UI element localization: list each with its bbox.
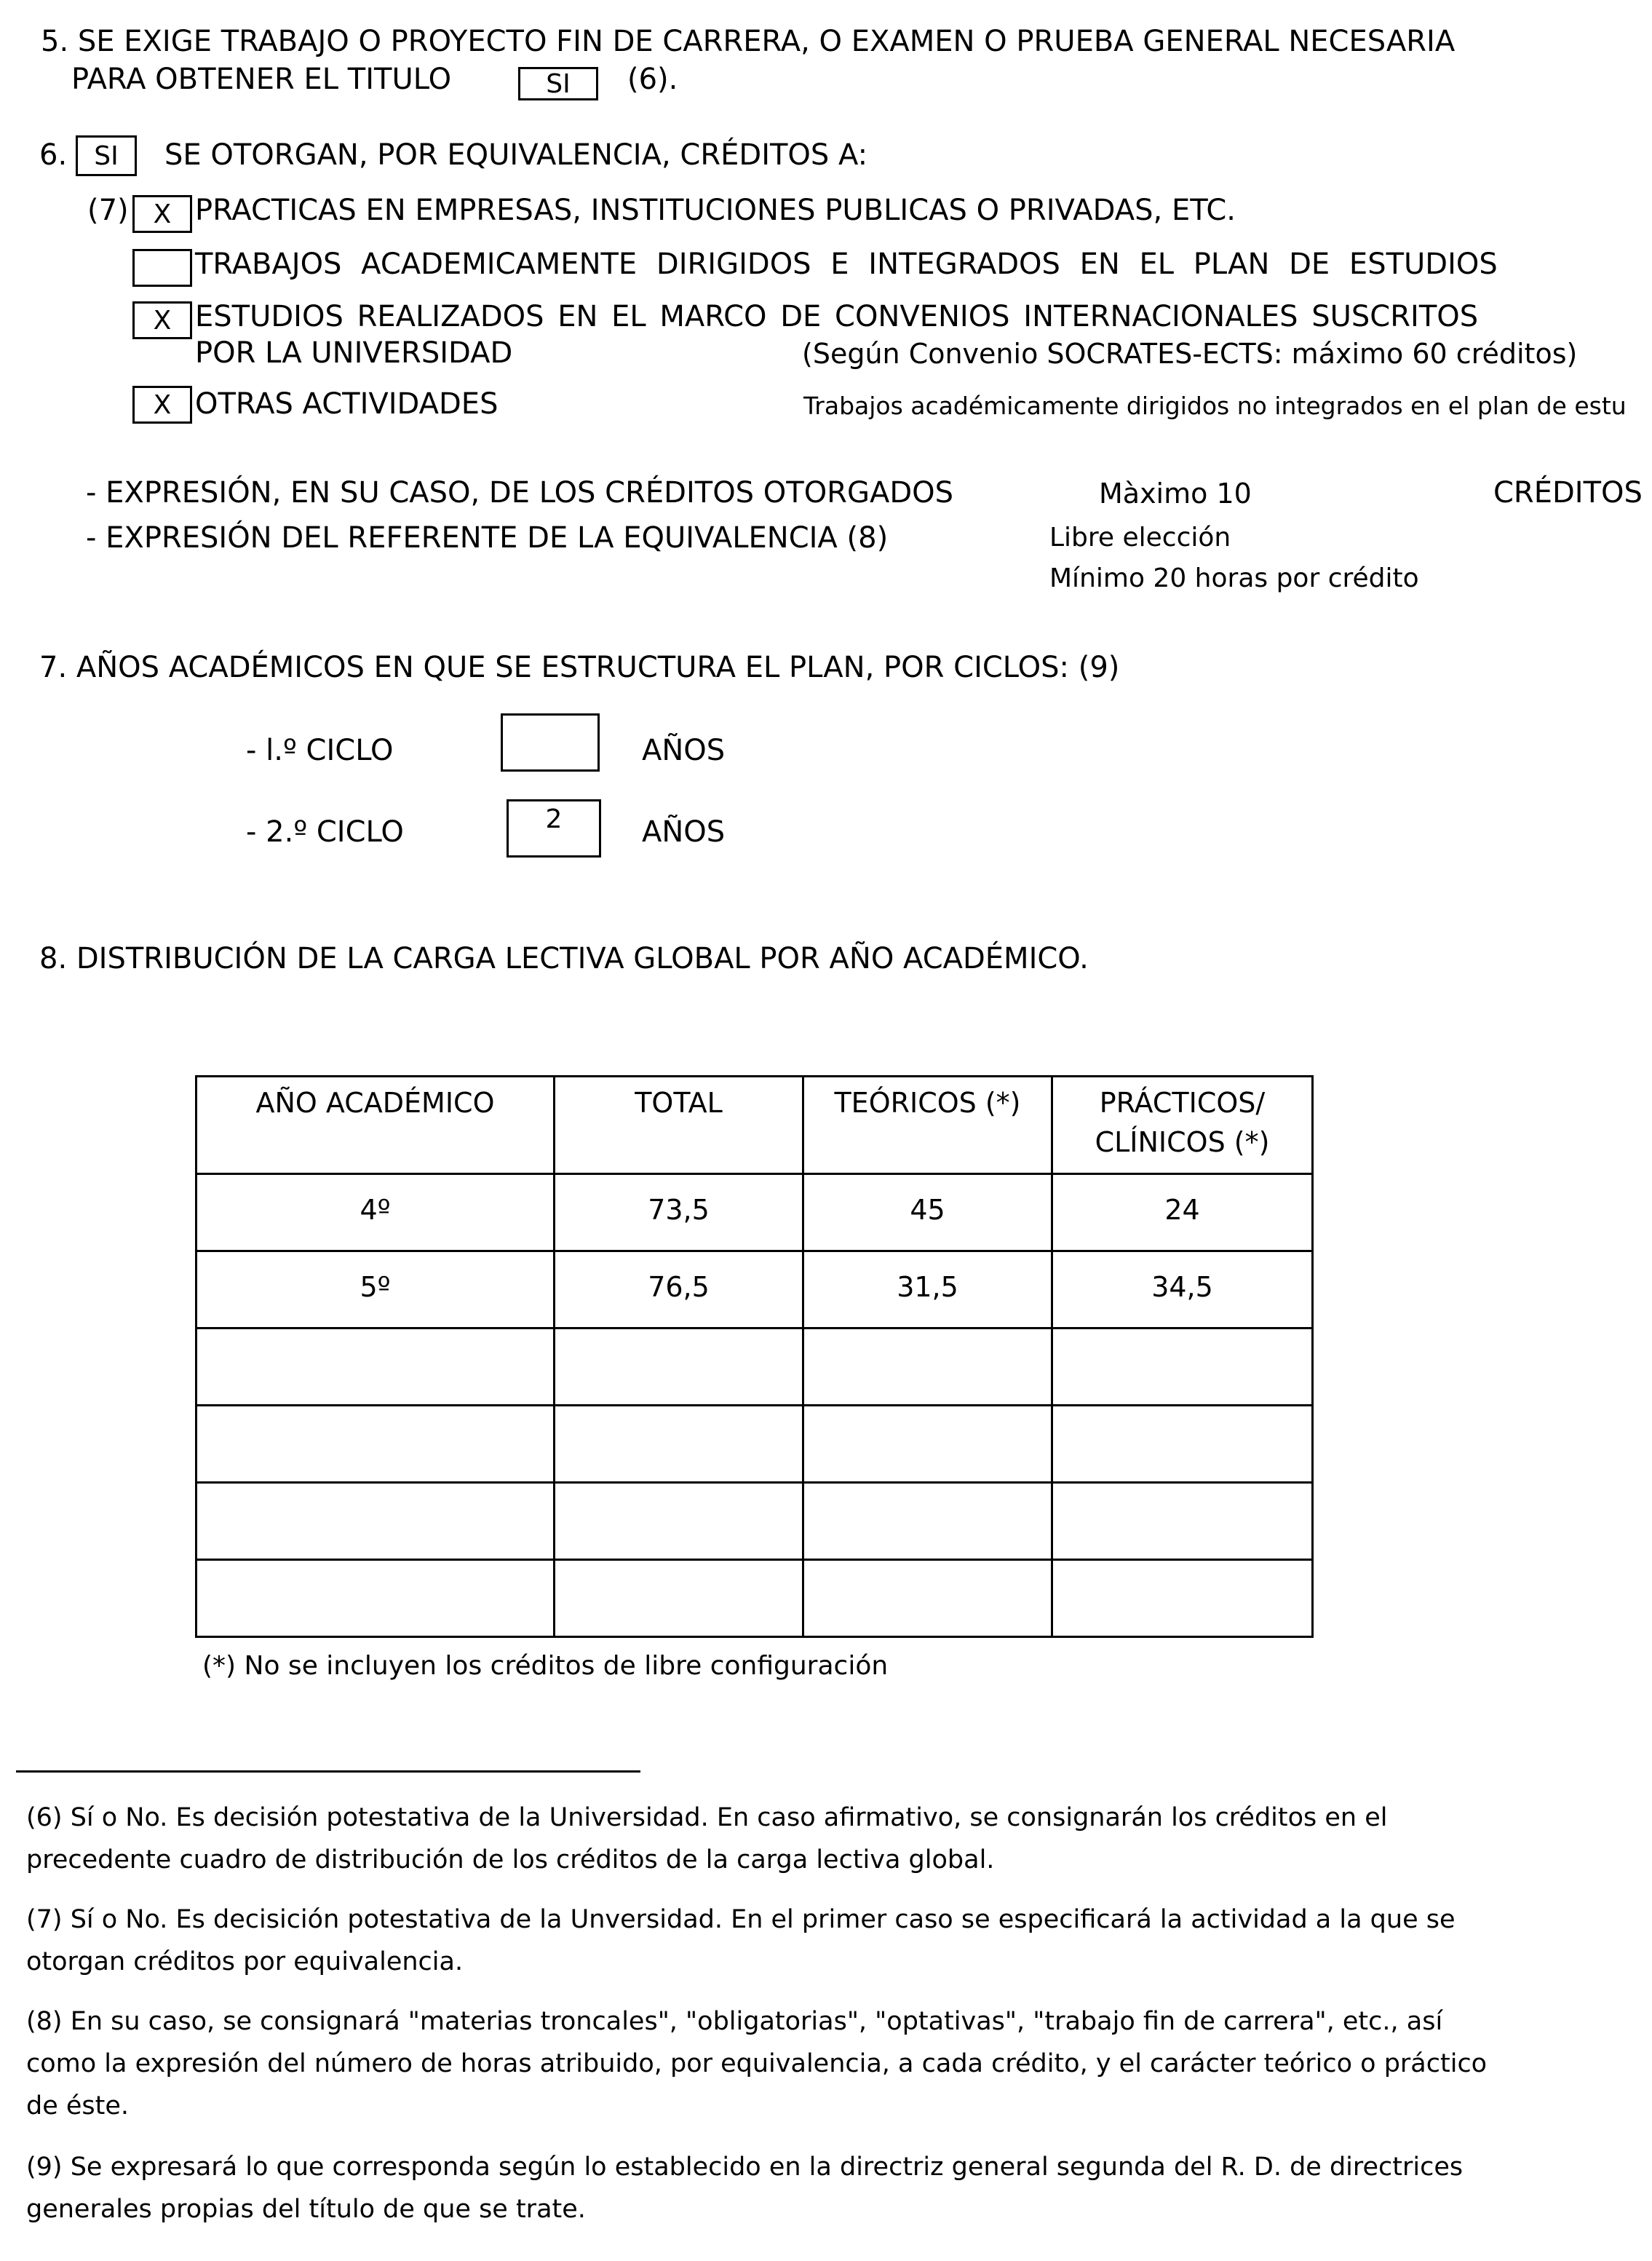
- cell-ano: [196, 1329, 555, 1406]
- cell-total: [555, 1406, 803, 1483]
- section-5-line-2: PARA OBTENER EL TITULO: [71, 63, 452, 96]
- credits-label: - EXPRESIÓN, EN SU CASO, DE LOS CRÉDITOS OTORGADOS: [86, 476, 954, 510]
- cell-practicos: 34,5: [1052, 1251, 1313, 1329]
- cell-ano: [196, 1483, 555, 1560]
- footnote-7: (7) Sí o No. Es decisición potestativa de la Unversidad. En el primer caso se especificará la actividad a la que se otorgan créditos por equivalencia.: [26, 1905, 1456, 1976]
- cell-practicos: [1052, 1483, 1313, 1560]
- referent-line-2: Mínimo 20 horas por crédito: [1049, 563, 1419, 593]
- cell-teoricos: [803, 1406, 1052, 1483]
- section-7-title: 7. AÑOS ACADÉMICOS EN QUE SE ESTRUCTURA EL PLAN, POR CICLOS: (9): [39, 651, 1120, 684]
- cell-ano: 4º: [196, 1174, 555, 1251]
- item-estudios-checkbox: X: [132, 301, 192, 339]
- section-6-answer-box: SI: [76, 135, 137, 176]
- item-practicas-checkbox: X: [132, 195, 192, 233]
- header-practicos: [1052, 1077, 1313, 1174]
- table-row: [196, 1251, 1313, 1329]
- table-row: [196, 1560, 1313, 1637]
- cell-practicos: [1052, 1406, 1313, 1483]
- cell-practicos: [1052, 1560, 1313, 1637]
- cell-teoricos: [803, 1329, 1052, 1406]
- credits-unit: CRÉDITOS: [1493, 476, 1643, 510]
- credits-value: Màximo 10: [1099, 478, 1252, 510]
- cell-ano: [196, 1560, 555, 1637]
- table-row: [196, 1329, 1313, 1406]
- section-6-title: SE OTORGAN, POR EQUIVALENCIA, CRÉDITOS A:: [164, 138, 868, 172]
- cycle-1-label: - l.º CICLO: [246, 734, 394, 767]
- cell-total: 73,5: [555, 1174, 803, 1251]
- table-row: [196, 1406, 1313, 1483]
- section-6-note-prefix: (7): [87, 194, 129, 227]
- cell-total: [555, 1560, 803, 1637]
- cell-ano: 5º: [196, 1251, 555, 1329]
- item-practicas-label: PRACTICAS EN EMPRESAS, INSTITUCIONES PUBLICAS O PRIVADAS, ETC.: [195, 194, 1236, 227]
- table-note: (*) No se incluyen los créditos de libre configuración: [202, 1651, 889, 1681]
- item-trabajos-checkbox: [132, 249, 192, 287]
- cell-practicos: 24: [1052, 1174, 1313, 1251]
- table-header-row: [196, 1077, 1313, 1174]
- referent-label: - EXPRESIÓN DEL REFERENTE DE LA EQUIVALENCIA (8): [86, 521, 889, 555]
- cell-total: [555, 1483, 803, 1560]
- cycle-2-years-box: 2: [507, 799, 601, 858]
- cell-ano: [196, 1406, 555, 1483]
- footnote-9: (9) Se expresará lo que corresponda según lo establecido en la directriz general segunda del R. D. de directrices generales propias del título de que se trate.: [26, 2153, 1464, 2224]
- item-otras-detail: Trabajos académicamente dirigidos no integrados en el plan de estu: [803, 392, 1627, 420]
- header-teoricos: TEÓRICOS (*): [803, 1077, 1052, 1174]
- footnote-8: (8) En su caso, se consignará "materias troncales", "obligatorias", "optativas", "trabajo fin de carrera", etc., así como la expresión del número de horas atribuido, por equivalencia, a cada crédito, y el carácter teórico o práctico de éste.: [26, 2007, 1488, 2121]
- table-row: [196, 1174, 1313, 1251]
- item-estudios-label-2: POR LA UNIVERSIDAD: [195, 336, 513, 370]
- cycle-2-label: - 2.º CICLO: [246, 815, 404, 849]
- item-estudios-detail: (Según Convenio SOCRATES-ECTS: máximo 60 créditos): [802, 338, 1578, 370]
- cell-total: 76,5: [555, 1251, 803, 1329]
- footnote-divider: [16, 1770, 640, 1773]
- item-otras-checkbox: X: [132, 386, 192, 424]
- cell-teoricos: 45: [803, 1174, 1052, 1251]
- section-5-note: (6).: [627, 63, 678, 96]
- cycle-1-years-box: [501, 713, 600, 772]
- section-5-line-1: 5. SE EXIGE TRABAJO O PROYECTO FIN DE CARRERA, O EXAMEN O PRUEBA GENERAL NECESARIA: [41, 25, 1456, 58]
- cell-total: [555, 1329, 803, 1406]
- header-total: TOTAL: [555, 1077, 803, 1174]
- section-6-number: 6.: [39, 138, 68, 172]
- item-trabajos-label: TRABAJOS ACADEMICAMENTE DIRIGIDOS E INTEGRADOS EN EL PLAN DE ESTUDIOS: [195, 248, 1498, 281]
- cycle-2-unit: AÑOS: [642, 815, 726, 849]
- section-8-title: 8. DISTRIBUCIÓN DE LA CARGA LECTIVA GLOBAL POR AÑO ACADÉMICO.: [39, 942, 1089, 975]
- cell-teoricos: 31,5: [803, 1251, 1052, 1329]
- credit-distribution-table: [195, 1075, 1314, 1638]
- table-row: [196, 1483, 1313, 1560]
- cell-teoricos: [803, 1483, 1052, 1560]
- section-5-answer-box: SI: [518, 67, 598, 100]
- referent-line-1: Libre elección: [1049, 523, 1231, 553]
- cell-teoricos: [803, 1560, 1052, 1637]
- header-practicos-line-1: PRÁCTICOS/: [1099, 1087, 1266, 1119]
- footnote-6: (6) Sí o No. Es decisión potestativa de la Universidad. En caso afirmativo, se consignarán los créditos en el precedente cuadro de distribución de los créditos de la carga lectiva global.: [26, 1803, 1388, 1874]
- header-ano-academico: AÑO ACADÉMICO: [196, 1077, 555, 1174]
- item-estudios-label: ESTUDIOS REALIZADOS EN EL MARCO DE CONVENIOS INTERNACIONALES SUSCRITOS: [195, 300, 1479, 333]
- cycle-1-unit: AÑOS: [642, 734, 726, 767]
- header-practicos-line-2: CLÍNICOS (*): [1095, 1126, 1270, 1158]
- item-otras-label: OTRAS ACTIVIDADES: [195, 387, 499, 421]
- cell-practicos: [1052, 1329, 1313, 1406]
